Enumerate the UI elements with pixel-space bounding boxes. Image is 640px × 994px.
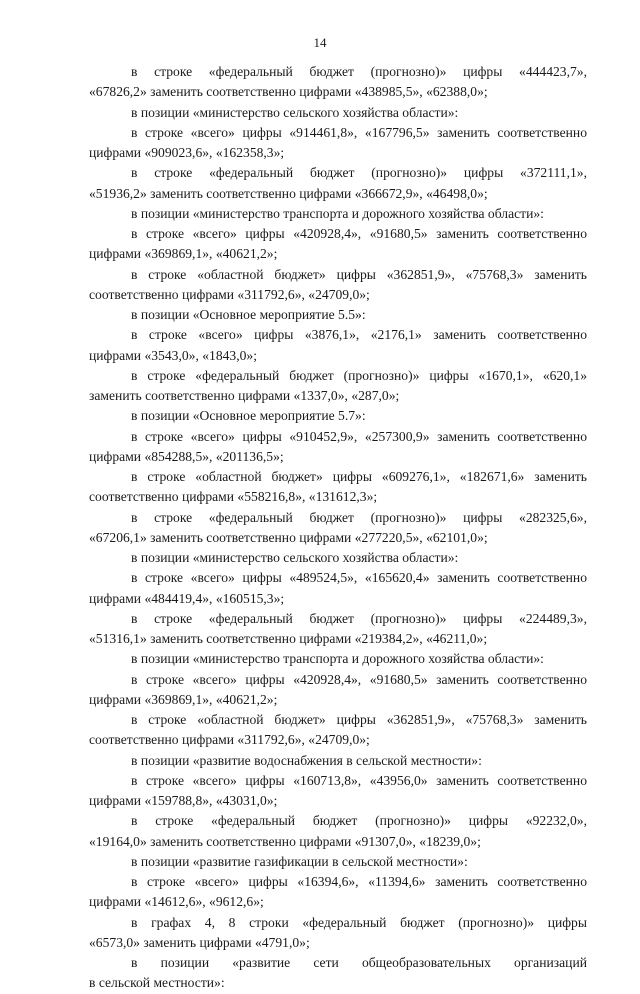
- text-line: в графах 4, 8 строки «федеральный бюджет (прогнозно)» цифры: [131, 914, 587, 930]
- text-line: в сельской местности»:: [89, 975, 225, 991]
- text-line: «19164,0» заменить соответственно цифрами «91307,0», «18239,0»;: [89, 833, 481, 849]
- text-line: цифрами «909023,6», «162358,3»;: [89, 145, 285, 160]
- page-number: 14: [313, 35, 327, 50]
- text-line: «51316,1» заменить соответственно цифрами «219384,2», «46211,0»;: [89, 631, 488, 646]
- text-line: в строке «всего» цифры «16394,6», «11394,6» заменить соответственно: [131, 874, 587, 889]
- text-line: цифрами «369869,1», «40621,2»;: [89, 246, 278, 262]
- text-line: в позиции «министерство транспорта и дорожного хозяйства области»:: [131, 205, 544, 221]
- document-body: [89, 62, 587, 994]
- text-line: цифрами «14612,6», «9612,6»;: [89, 894, 264, 910]
- text-line: в позиции «Основное мероприятие 5.5»:: [131, 307, 366, 322]
- text-line: в строке «областной бюджет» цифры «362851,9», «75768,3» заменить: [131, 266, 587, 282]
- text-line: в строке «всего» цифры «160713,8», «43956,0» заменить соответственно: [131, 772, 587, 788]
- text-line: в позиции «Основное мероприятие 5.7»:: [131, 408, 366, 424]
- text-line: в позиции «развитие сети общеобразовательных организаций: [131, 955, 587, 970]
- text-line: «67206,1» заменить соответственно цифрами «277220,5», «62101,0»;: [89, 529, 488, 545]
- text-line: в строке «федеральный бюджет (прогнозно)» цифры «444423,7»,: [131, 64, 587, 79]
- text-line: «6573,0» заменить цифрами «4791,0»;: [89, 934, 310, 950]
- text-line: в позиции «развитие газификации в сельской местности»:: [131, 853, 468, 869]
- text-line: в строке «федеральный бюджет (прогнозно)» цифры «224489,3»,: [131, 610, 587, 626]
- text-line: в строке «областной бюджет» цифры «362851,9», «75768,3» заменить: [131, 712, 587, 727]
- text-line: заменить соответственно цифрами «1337,0», «287,0»;: [89, 388, 400, 403]
- text-line: цифрами «369869,1», «40621,2»;: [89, 691, 278, 707]
- text-line: соответственно цифрами «311792,6», «24709,0»;: [89, 732, 370, 748]
- text-line: в строке «федеральный бюджет (прогнозно)» цифры «282325,6»,: [131, 509, 587, 525]
- text-line: «51936,2» заменить соответственно цифрами «366672,9», «46498,0»;: [89, 185, 488, 201]
- text-line: соответственно цифрами «311792,6», «24709,0»;: [89, 286, 370, 302]
- text-line: цифрами «854288,5», «201136,5»;: [89, 448, 284, 464]
- text-line: цифрами «484419,4», «160515,3»;: [89, 590, 285, 606]
- text-line: соответственно цифрами «558216,8», «131612,3»;: [89, 489, 378, 505]
- text-line: в строке «всего» цифры «420928,4», «91680,5» заменить соответственно: [131, 226, 587, 241]
- text-line: в строке «областной бюджет» цифры «609276,1», «182671,6» заменить: [131, 469, 587, 484]
- text-line: в строке «федеральный бюджет (прогнозно)» цифры «92232,0»,: [131, 813, 587, 829]
- text-line: цифрами «159788,8», «43031,0»;: [89, 793, 278, 808]
- text-line: в строке «федеральный бюджет (прогнозно)» цифры «372111,1»,: [131, 165, 587, 181]
- text-line: в позиции «министерство сельского хозяйства области»:: [131, 550, 459, 565]
- text-line: в строке «всего» цифры «914461,8», «167796,5» заменить соответственно: [131, 124, 587, 140]
- text-line: цифрами «3543,0», «1843,0»;: [89, 347, 257, 363]
- text-line: в строке «всего» цифры «910452,9», «257300,9» заменить соответственно: [131, 428, 587, 444]
- text-line: в строке «всего» цифры «3876,1», «2176,1» заменить соответственно: [131, 327, 587, 343]
- text-line: «67826,2» заменить соответственно цифрами «438985,5», «62388,0»;: [89, 84, 488, 100]
- text-line: в строке «федеральный бюджет (прогнозно)» цифры «1670,1», «620,1»: [131, 367, 587, 383]
- text-line: в позиции «министерство транспорта и дорожного хозяйства области»:: [131, 651, 544, 667]
- text-line: в позиции «министерство сельского хозяйства области»:: [131, 104, 459, 120]
- text-line: в строке «всего» цифры «420928,4», «91680,5» заменить соответственно: [131, 671, 587, 687]
- text-line: в строке «всего» цифры «489524,5», «165620,4» заменить соответственно: [131, 570, 587, 586]
- text-line: в позиции «развитие водоснабжения в сельской местности»:: [131, 752, 482, 768]
